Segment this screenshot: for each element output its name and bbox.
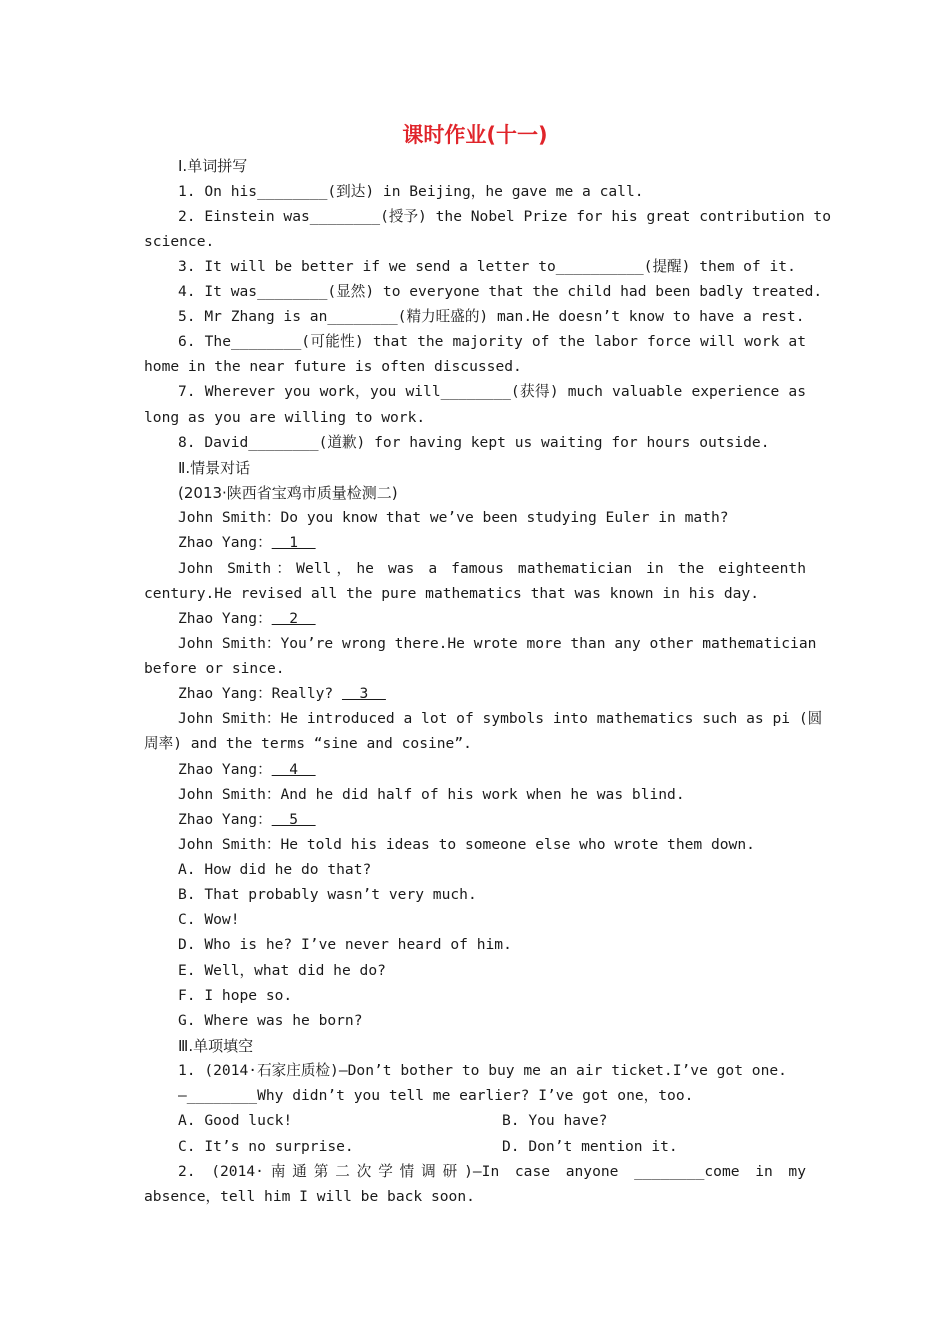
choice-1-option-a: A. Good luck!: [178, 1112, 293, 1129]
dialogue-line-9: John Smith：And he did half of his work when he was blind.: [178, 786, 685, 803]
answer-blank-2: 2: [271, 610, 316, 627]
dialogue-line-1: John Smith：Do you know that we’ve been studying Euler in math?: [178, 509, 729, 526]
choice-1-option-b: B. You have?: [502, 1112, 608, 1129]
option-c: C. Wow!: [178, 911, 240, 928]
choice-question-2-line-2: absence，tell him I will be back soon.: [144, 1188, 475, 1205]
answer-blank-1: 1: [271, 534, 316, 551]
page-title: 课时作业(十一): [402, 123, 548, 147]
dialogue-line-6: Zhao Yang：Really? 3: [178, 685, 386, 702]
spelling-item-6-line-2: home in the near future is often discussed.: [144, 358, 522, 375]
spelling-item-7-line-2: long as you are willing to work.: [144, 409, 426, 426]
dialogue-line-2: Zhao Yang： 1: [178, 534, 316, 551]
spelling-item-2-line-2: science.: [144, 233, 215, 250]
section-3-heading: Ⅲ.单项填空: [178, 1037, 254, 1055]
section-2-heading: Ⅱ.情景对话: [178, 459, 251, 477]
option-d: D. Who is he? I’ve never heard of him.: [178, 936, 512, 953]
option-b: B. That probably wasn’t very much.: [178, 886, 477, 903]
choice-1-option-c: C. It’s no surprise.: [178, 1138, 354, 1155]
dialogue-line-7-a: John Smith：He introduced a lot of symbols into mathematics such as pi (圆: [178, 710, 823, 727]
spelling-item-8: 8. David________(道歉) for having kept us waiting for hours outside.: [178, 434, 770, 451]
section-1-heading: Ⅰ.单词拼写: [178, 157, 248, 175]
option-a: A. How did he do that?: [178, 861, 372, 878]
spelling-item-5: 5. Mr Zhang is an________(精力旺盛的) man.He doesn’t know to have a rest.: [178, 308, 805, 325]
dialogue-line-11: John Smith：He told his ideas to someone else who wrote them down.: [178, 836, 755, 853]
dialogue-line-5-a: John Smith：You’re wrong there.He wrote more than any other mathematician: [178, 635, 817, 652]
dialogue-line-8: Zhao Yang： 4: [178, 761, 316, 778]
dialogue-line-7-b: 周率) and the terms “sine and cosine”.: [144, 735, 472, 752]
spelling-item-1: 1. On his________(到达) in Beijing，he gave me a call.: [178, 183, 644, 200]
choice-question-2-line-1: 2. (2014·南通第二次学情调研)—In case anyone ________come in my: [178, 1163, 806, 1180]
choice-question-1-line-1: 1. (2014·石家庄质检)—Don’t bother to buy me an air ticket.I’ve got one.: [178, 1062, 787, 1079]
answer-blank-5: 5: [271, 811, 316, 828]
dialogue-line-10: Zhao Yang： 5: [178, 811, 316, 828]
section-2-source: (2013·陕西省宝鸡市质量检测二): [178, 484, 398, 502]
spelling-item-6-line-1: 6. The________(可能性) that the majority of the labor force will work at: [178, 333, 806, 350]
dialogue-line-3-a: John Smith：Well，he was a famous mathematician in the eighteenth: [178, 560, 806, 577]
option-g: G. Where was he born?: [178, 1012, 363, 1029]
answer-blank-3: 3: [341, 685, 386, 702]
dialogue-line-5-b: before or since.: [144, 660, 285, 677]
choice-1-option-d: D. Don’t mention it.: [502, 1138, 678, 1155]
spelling-item-7-line-1: 7. Wherever you work，you will________(获得) much valuable experience as: [178, 383, 806, 400]
spelling-item-4: 4. It was________(显然) to everyone that the child had been badly treated.: [178, 283, 823, 300]
spelling-item-3: 3. It will be better if we send a letter to__________(提醒) them of it.: [178, 258, 796, 275]
answer-blank-4: 4: [271, 761, 316, 778]
option-f: F. I hope so.: [178, 987, 293, 1004]
option-e: E. Well，what did he do?: [178, 962, 386, 979]
spelling-item-2-line-1: 2. Einstein was________(授予) the Nobel Prize for his great contribution to: [178, 208, 832, 225]
choice-question-1-line-2: —________Why didn’t you tell me earlier? I’ve got one，too.: [178, 1087, 694, 1104]
dialogue-line-4: Zhao Yang： 2: [178, 610, 316, 627]
dialogue-line-3-b: century.He revised all the pure mathematics that was known in his day.: [144, 585, 760, 602]
